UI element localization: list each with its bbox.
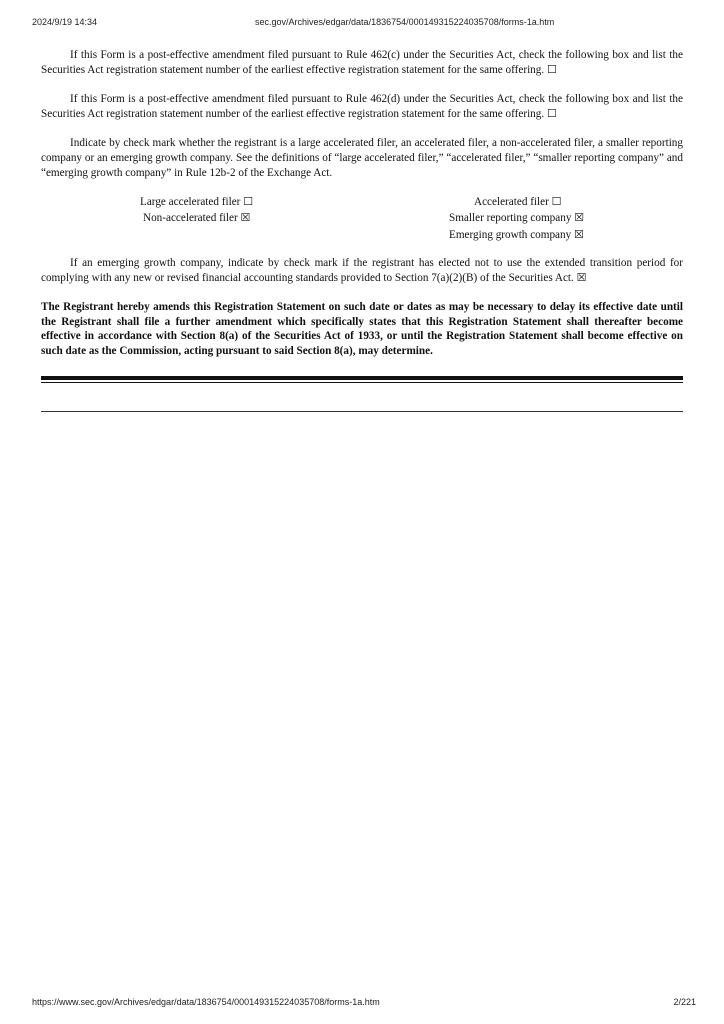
print-url-path: sec.gov/Archives/edgar/data/1836754/000149315224035708/forms-1a.htm [255, 17, 555, 27]
delaying-amendment-paragraph: The Registrant hereby amends this Registration Statement on such date or dates as may be necessary to delay its effective date until the Registrant shall file a further amendment which specifically states that this Registration Statement shall thereafter become effective in accordance with Section 8(a) of the Securities Act of 1933, or until the Registration Statement shall become effective on such date as the Commission, acting pursuant to said Section 8(a), may determine. [41, 301, 683, 357]
section-divider-thick [41, 376, 683, 383]
smaller-reporting-company-option: Smaller reporting company ☒ [449, 212, 585, 224]
section-divider-thin [41, 411, 683, 412]
accelerated-filer-option: Accelerated filer ☐ [474, 196, 562, 208]
print-footer [32, 997, 696, 1007]
filer-status-paragraph: Indicate by check mark whether the registrant is a large accelerated filer, an accelerated filer, a non-accelerated filer, a smaller reporting company or an emerging growth company. See the definitions of “large accelerated filer,” “accelerated filer,” “smaller reporting company” and “emerging growth company” in Rule 12b-2 of the Exchange Act. [41, 137, 683, 179]
print-full-url: https://www.sec.gov/Archives/edgar/data/1836754/000149315224035708/forms-1a.htm [32, 997, 380, 1007]
page-indicator: 2/221 [673, 997, 696, 1007]
large-accelerated-filer-option: Large accelerated filer ☐ [140, 196, 254, 208]
rule-462d-paragraph: If this Form is a post-effective amendment filed pursuant to Rule 462(d) under the Securities Act, check the following box and list the Securities Act registration statement number of the earliest effective registration statement for the same offering. ☐ [41, 93, 683, 120]
print-datetime: 2024/9/19 14:34 [32, 17, 98, 27]
emerging-growth-company-option: Emerging growth company ☒ [449, 229, 585, 241]
filer-checkbox-grid [41, 195, 683, 247]
egc-transition-paragraph: If an emerging growth company, indicate by check mark if the registrant has elected not to use the extended transition period for complying with any new or revised financial accounting standards provided to Section 7(a)(2)(B) of the Securities Act. ☒ [41, 257, 683, 284]
document-body [41, 48, 683, 370]
non-accelerated-filer-option: Non-accelerated filer ☒ [143, 212, 251, 224]
rule-462c-paragraph: If this Form is a post-effective amendment filed pursuant to Rule 462(c) under the Securities Act, check the following box and list the Securities Act registration statement number of the earliest effective registration statement for the same offering. ☐ [41, 49, 683, 76]
